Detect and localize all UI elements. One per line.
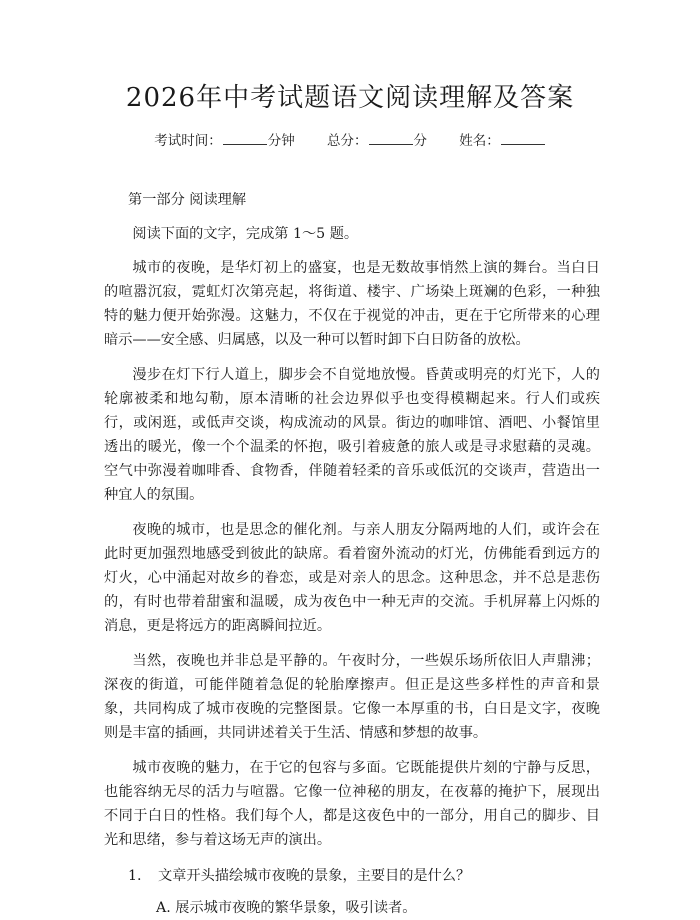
passage-paragraph-2: 漫步在灯下行人道上，脚步会不自觉地放慢。昏黄或明亮的灯光下，人的轮廓被柔和地勾勒，原本清晰的社会边界似乎也变得模糊起来。行人们或疾行，或闲逛，或低声交谈，构成流动的风景。街边的咖啡馆、酒吧、小餐馆里透出的暖光，像一个个温柔的怀抱，吸引着疲惫的旅人或是寻求慰藉的灵魂。空气中弥漫着咖啡香、食物香，伴随着轻柔的音乐或低沉的交谈声，营造出一种宜人的氛围。	[104, 367, 600, 503]
total-score-field	[327, 131, 427, 151]
section-heading: 第一部分 阅读理解	[128, 192, 247, 208]
reading-instruction: 阅读下面的文字，完成第 1～5 题。	[132, 226, 359, 242]
exam-time-field	[154, 131, 295, 151]
name-blank	[501, 131, 545, 145]
score-blank	[369, 131, 413, 145]
passage-paragraph-5: 城市夜晚的魅力，在于它的包容与多面。它既能提供片刻的宁静与反思，也能容纳无尽的活力与喧嚣。它像一位神秘的朋友，在夜幕的掩护下，展现出不同于白日的性格。我们每个人，都是这夜色中的一部分，用自己的脚步、目光和思绪，参与着这场无声的演出。	[104, 760, 600, 848]
passage-paragraph-3: 夜晚的城市，也是思念的催化剂。与亲人朋友分隔两地的人们，或许会在此时更加强烈地感受到彼此的缺席。看着窗外流动的灯光，仿佛能看到远方的灯火，心中涌起对故乡的眷恋，或是对亲人的思念。这种思念，并不总是悲伤的，有时也带着甜蜜和温暖，成为夜色中一种无声的交流。手机屏幕上闪烁的消息，更是将远方的距离瞬间拉近。	[104, 522, 600, 634]
document-body	[104, 188, 600, 920]
question-1	[104, 864, 600, 888]
score-unit: 分	[413, 133, 427, 149]
question-1-number: 1.	[128, 868, 142, 884]
question-1-text: 文章开头描绘城市夜晚的景象，主要目的是什么？	[158, 868, 471, 884]
time-unit: 分钟	[267, 133, 295, 149]
exam-meta	[0, 131, 700, 151]
passage-paragraph-1: 城市的夜晚，是华灯初上的盛宴，也是无数故事悄然上演的舞台。当白日的喧嚣沉寂，霓虹灯次第亮起，将街道、楼宇、广场染上斑斓的色彩，一种独特的魅力便开始弥漫。这魅力，不仅在于视觉的冲击，更在于它所带来的心理暗示——安全感、归属感，以及一种可以暂时卸下白日防备的放松。	[104, 260, 600, 348]
document-title: 2026年中考试题语文阅读理解及答案	[125, 83, 575, 113]
time-label: 考试时间：	[154, 133, 222, 149]
name-label: 姓名：	[459, 133, 500, 149]
question-1-option-a: A. 展示城市夜晚的繁华景象，吸引读者。	[156, 900, 417, 916]
time-blank	[223, 131, 267, 145]
name-field	[459, 131, 546, 151]
score-label: 总分：	[327, 133, 368, 149]
passage-paragraph-4: 当然，夜晚也并非总是平静的。午夜时分，一些娱乐场所依旧人声鼎沸；深夜的街道，可能伴随着急促的轮胎摩擦声。但正是这些多样性的声音和景象，共同构成了城市夜晚的完整图景。它像一本厚重的书，白日是文字，夜晚则是丰富的插画，共同讲述着关于生活、情感和梦想的故事。	[104, 653, 600, 741]
